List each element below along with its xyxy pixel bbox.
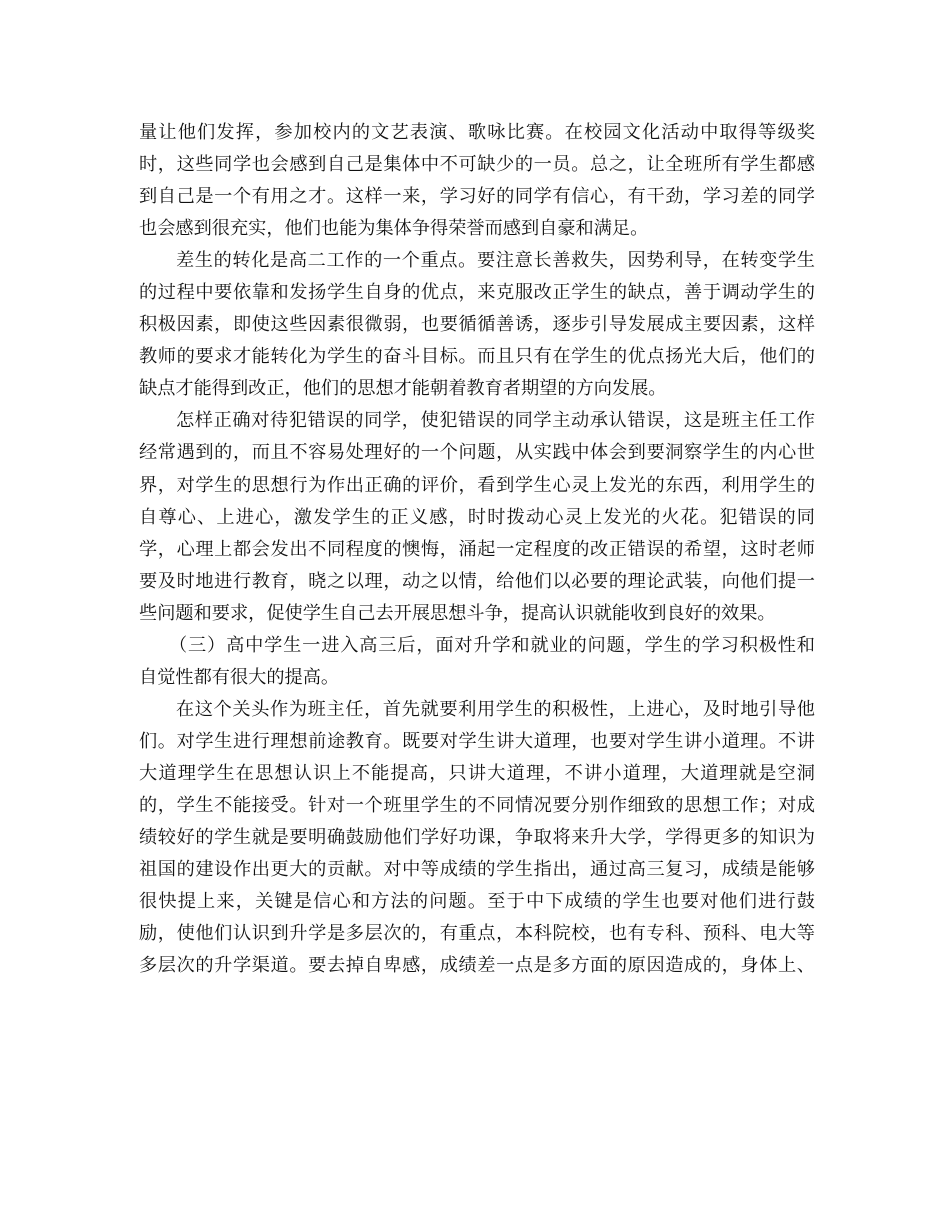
text-line: 的过程中要依靠和发扬学生自身的优点，来克服改正学生的缺点，善于调动学生的 — [139, 282, 815, 304]
text-line: 量让他们发挥，参加校内的文艺表演、歌咏比赛。在校园文化活动中取得等级奖 — [139, 122, 815, 143]
text-line: 经常遇到的，而且不容易处理好的一个问题，从实践中体会到要洞察学生的内心世 — [139, 442, 815, 464]
text-line: 很快提上来，关键是信心和方法的问题。至于中下成绩的学生也要对他们进行鼓 — [139, 891, 815, 913]
text-line: 时，这些同学也会感到自己是集体中不可缺少的一员。总之，让全班所有学生都感 — [139, 154, 815, 176]
text-line: 多层次的升学渠道。要去掉自卑感，成绩差一点是多方面的原因造成的，身体上、 — [139, 955, 815, 977]
text-line: 到自己是一个有用之才。这样一来，学习好的同学有信心，有干劲，学习差的同学 — [139, 186, 815, 208]
text-line: 自觉性都有很大的提高。 — [139, 666, 340, 688]
text-line: 些问题和要求，促使学生自己去开展思想斗争，提高认识就能收到良好的效果。 — [139, 602, 776, 624]
text-line: 缺点才能得到改正，他们的思想才能朝着教育者期望的方向发展。 — [139, 378, 667, 400]
text-line: 祖国的建设作出更大的贡献。对中等成绩的学生指出，通过高三复习，成绩是能够 — [139, 859, 815, 881]
text-line: 励，使他们认识到升学是多层次的，有重点，本科院校，也有专科、预科、电大等 — [139, 923, 815, 945]
paragraph-first-line: 在这个关头作为班主任，首先就要利用学生的积极性，上进心，及时地引导他 — [176, 698, 815, 720]
text-line: 要及时地进行教育，晓之以理，动之以情，给他们以必要的理论武装，向他们提一 — [139, 570, 815, 592]
paragraph-first-line: （三）高中学生一进入高三后，面对升学和就业的问题，学生的学习积极性和 — [169, 634, 815, 656]
text-line: 自尊心、上进心，激发学生的正义感，时时拨动心灵上发光的火花。犯错误的同 — [139, 506, 815, 528]
text-line: 绩较好的学生就是要明确鼓励他们学好功课，争取将来升大学，学得更多的知识为 — [139, 827, 815, 849]
text-line: 大道理学生在思想认识上不能提高，只讲大道理，不讲小道理，大道理就是空洞 — [139, 762, 815, 784]
text-line: 界，对学生的思想行为作出正确的评价，看到学生心灵上发光的东西，利用学生的 — [139, 474, 815, 496]
paragraph-first-line: 差生的转化是高二工作的一个重点。要注意长善救失，因势利导，在转变学生 — [176, 250, 815, 272]
body-text — [139, 117, 815, 982]
text-line: 们。对学生进行理想前途教育。既要对学生讲大道理，也要对学生讲小道理。不讲 — [139, 730, 815, 752]
text-line: 积极因素，即使这些因素很微弱，也要循循善诱，逐步引导发展成主要因素，这样 — [139, 314, 815, 336]
text-line: 教师的要求才能转化为学生的奋斗目标。而且只有在学生的优点扬光大后，他们的 — [139, 346, 815, 368]
text-line: 的，学生不能接受。针对一个班里学生的不同情况要分别作细致的思想工作；对成 — [139, 794, 815, 816]
text-line: 也会感到很充实，他们也能为集体争得荣誉而感到自豪和满足。 — [139, 218, 649, 240]
text-line: 学，心理上都会发出不同程度的懊悔，涌起一定程度的改正错误的希望，这时老师 — [139, 538, 815, 560]
paragraph-first-line: 怎样正确对待犯错误的同学，使犯错误的同学主动承认错误，这是班主任工作 — [176, 410, 815, 432]
